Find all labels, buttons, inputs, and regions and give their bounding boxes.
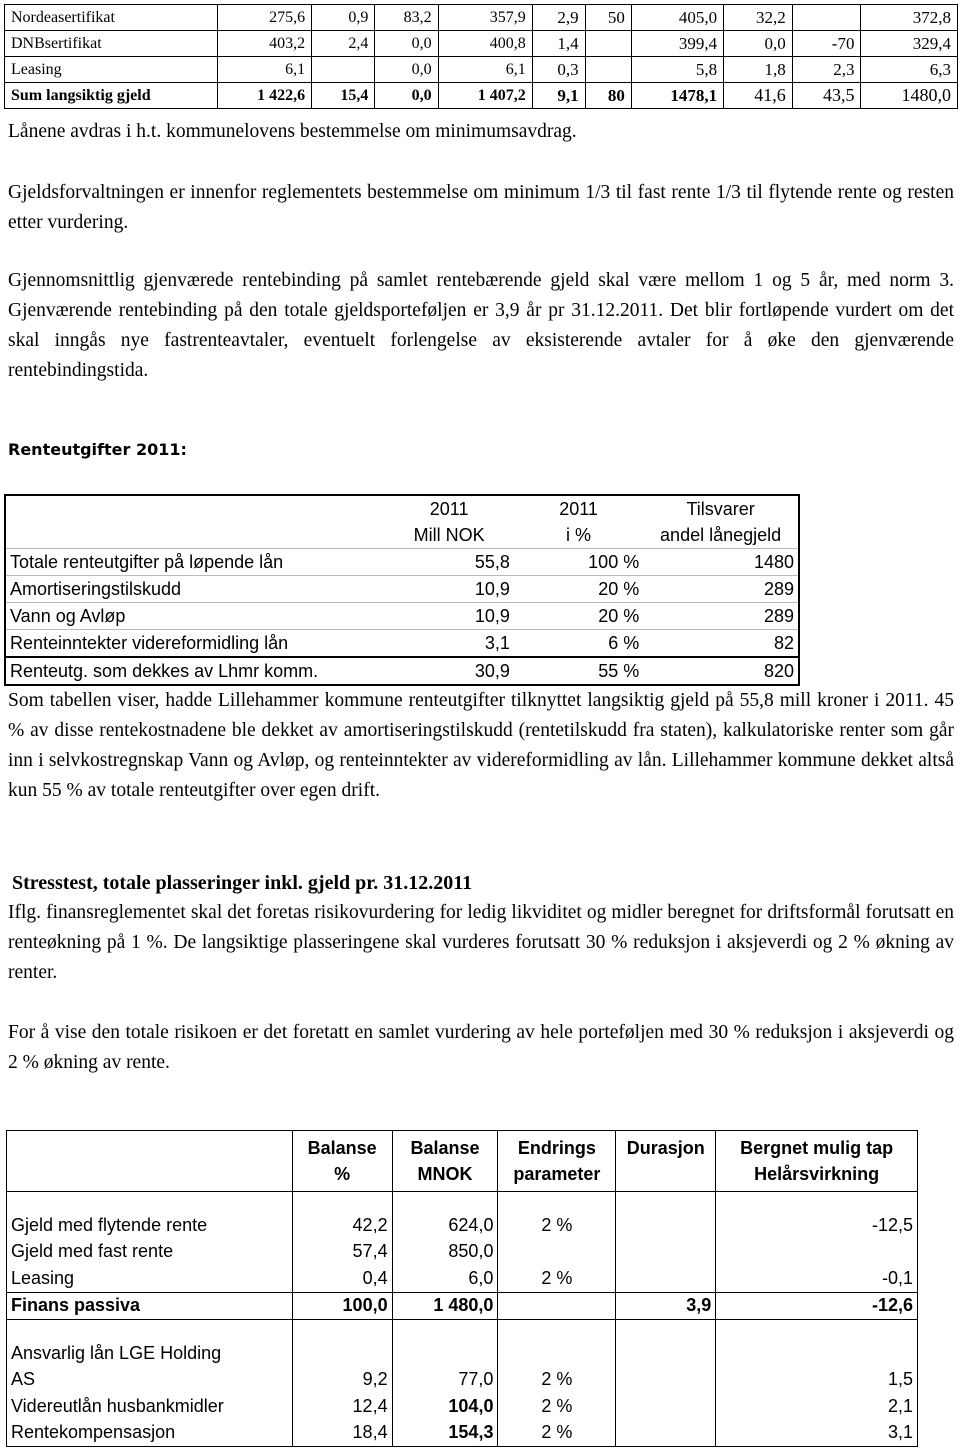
balance-pct-cell: 0,4	[292, 1265, 392, 1292]
header-cell-empty	[5, 495, 384, 522]
spacer-cell	[392, 1192, 498, 1213]
table-row	[7, 1212, 918, 1239]
table-header-row	[7, 1131, 918, 1192]
duration-cell	[616, 1340, 716, 1367]
duration-cell	[616, 1367, 716, 1394]
spacer-cell	[716, 1320, 918, 1341]
table-cell: 405,0	[631, 5, 723, 31]
table-cell: 32,2	[724, 5, 793, 31]
header-cell: Mill NOK	[413, 524, 485, 545]
row-label: Vann og Avløp	[5, 603, 384, 630]
balance-pct-cell: 18,4	[292, 1420, 392, 1447]
table-cell: 0,0	[375, 83, 438, 109]
share-cell: 82	[643, 630, 799, 658]
table-cell: 400,8	[438, 31, 532, 57]
percent-cell: 6 %	[514, 630, 643, 658]
parameter-cell: 2 %	[498, 1393, 616, 1420]
long-term-debt-table	[4, 4, 958, 109]
balance-mnok-cell: 154,3	[392, 1420, 498, 1447]
table-cell: 0,0	[724, 31, 793, 57]
table-cell: 1478,1	[631, 83, 723, 109]
row-label: Amortiseringstilskudd	[5, 576, 384, 603]
table-cell	[585, 57, 631, 83]
row-label: Leasing	[11, 1267, 75, 1288]
spacer-cell	[616, 1320, 716, 1341]
header-cell: 2011	[559, 498, 598, 519]
table-row	[5, 630, 799, 658]
paragraph-debt-management: Gjeldsforvaltningen er innenfor reglementets bestemmelse om minimum 1/3 til fast rente 1/3 til flytende rente og resten etter vurdering.	[8, 182, 954, 233]
loss-cell: -12,5	[716, 1212, 918, 1239]
table-cell: 0,0	[375, 57, 438, 83]
mill-nok-cell: 10,9	[384, 576, 514, 603]
share-cell: 289	[643, 603, 799, 630]
header-cell-empty	[7, 1131, 293, 1192]
table-cell: 0,9	[312, 5, 375, 31]
header-cell-change-parameter: Endrings parameter	[498, 1131, 616, 1192]
table-cell: 357,9	[438, 5, 532, 31]
parameter-cell	[498, 1239, 616, 1266]
row-label: Finans passiva	[7, 1292, 293, 1320]
mill-nok-cell: 30,9	[384, 657, 514, 685]
loss-cell: 3,1	[716, 1420, 918, 1447]
row-label: DNBsertifikat	[5, 31, 218, 57]
percent-cell: 55 %	[514, 657, 643, 685]
parameter-cell: 2 %	[498, 1265, 616, 1292]
table-cell: 80	[585, 83, 631, 109]
header-cell: i %	[566, 524, 592, 545]
paragraph-interest-summary: Som tabellen viser, hadde Lillehammer kommune renteutgifter tilknyttet langsiktig gjeld på 55,8 mill kroner i 2011. 45 % av disse rentekostnadene ble dekket av amortiseringstilskudd (rentetilskudd fra staten), kalkulatoriske renter som går inn i selvkostregnskap Vann og Avløp, og renteinntekter av videreformidling av lån. Lillehammer kommune dekket altså kun 55 % av totale renteutgifter over egen drift.	[8, 690, 954, 801]
row-label: Rentekompensasjon	[11, 1422, 176, 1443]
table-cell: 403,2	[218, 31, 312, 57]
table-cell: 0,0	[375, 31, 438, 57]
table-row	[5, 576, 799, 603]
table-cell: 275,6	[218, 5, 312, 31]
spacer-cell	[292, 1320, 392, 1341]
table-cell	[312, 57, 375, 83]
balance-pct-cell: 57,4	[292, 1239, 392, 1266]
duration-cell	[616, 1239, 716, 1266]
section-heading-interest-expenses: Renteutgifter 2011:	[8, 440, 187, 459]
table-cell: 43,5	[792, 83, 861, 109]
table-row	[5, 549, 799, 576]
parameter-cell	[498, 1340, 616, 1367]
spacer-cell	[392, 1320, 498, 1341]
table-cell	[585, 31, 631, 57]
row-label: AS	[11, 1369, 36, 1390]
table-cell: 6,1	[218, 57, 312, 83]
table-cell: 2,4	[312, 31, 375, 57]
table-cell: 2,3	[792, 57, 861, 83]
duration-cell	[616, 1420, 716, 1447]
table-header-row	[5, 522, 799, 549]
table-row-total	[5, 657, 799, 685]
balance-mnok-cell: 850,0	[392, 1239, 498, 1266]
paragraph-total-risk: For å vise den totale risikoen er det foretatt en samlet vurdering av hele porteføljen med 30 % reduksjon i aksjeverdi og 2 % økning av rente.	[8, 1022, 954, 1073]
table-row	[7, 1265, 918, 1292]
paragraph-repayment: Lånene avdras i h.t. kommunelovens bestemmelse om minimumsavdrag.	[8, 121, 577, 142]
parameter-cell	[498, 1292, 616, 1320]
table-row	[7, 1367, 918, 1394]
share-cell: 820	[643, 657, 799, 685]
header-cell: Tilsvarer	[686, 498, 755, 519]
parameter-cell: 2 %	[498, 1212, 616, 1239]
table-cell	[792, 5, 861, 31]
table-cell: -70	[792, 31, 861, 57]
duration-cell	[616, 1393, 716, 1420]
spacer-cell	[7, 1320, 293, 1341]
table-cell: 1480,0	[861, 83, 958, 109]
mill-nok-cell: 55,8	[384, 549, 514, 576]
spacer-cell	[616, 1192, 716, 1213]
loss-cell: -12,6	[716, 1292, 918, 1320]
table-cell: 6,1	[438, 57, 532, 83]
balance-pct-cell: 9,2	[292, 1367, 392, 1394]
spacer-cell	[498, 1320, 616, 1341]
table-row	[7, 1393, 918, 1420]
table-cell: 50	[585, 5, 631, 31]
table-cell: 15,4	[312, 83, 375, 109]
percent-cell: 20 %	[514, 603, 643, 630]
table-cell: 399,4	[631, 31, 723, 57]
share-cell: 1480	[643, 549, 799, 576]
row-label: Ansvarlig lån LGE Holding	[11, 1342, 222, 1363]
loss-cell	[716, 1340, 918, 1367]
balance-pct-cell: 42,2	[292, 1212, 392, 1239]
paragraph-interest-binding: Gjennomsnittlig gjenværede rentebinding på samlet rentebærende gjeld skal være mellom 1 og 5 år, med norm 3. Gjenværende rentebinding på den totale gjeldsporteføljen er 3,9 år pr 31.12.2011. Det blir fortløpende vurdert om det skal inngås nye fastrenteavtaler, eventuelt forlengelse av eksisterende avtaler for å øke den gjenværende rentebindingstida.	[8, 270, 954, 381]
balance-pct-cell	[292, 1340, 392, 1367]
duration-cell	[616, 1212, 716, 1239]
header-cell-empty	[5, 522, 384, 549]
header-cell-balance-mnok: Balanse MNOK	[392, 1131, 498, 1192]
table-row	[5, 57, 958, 83]
balance-mnok-cell	[392, 1340, 498, 1367]
interest-expenses-table	[4, 494, 800, 686]
spacer-cell	[7, 1192, 293, 1213]
balance-mnok-cell: 104,0	[392, 1393, 498, 1420]
row-label: Gjeld med fast rente	[11, 1241, 174, 1262]
balance-mnok-cell: 6,0	[392, 1265, 498, 1292]
table-row	[7, 1420, 918, 1447]
table-cell: 1 422,6	[218, 83, 312, 109]
mill-nok-cell: 3,1	[384, 630, 514, 658]
row-label: Gjeld med flytende rente	[11, 1214, 208, 1235]
table-row	[5, 5, 958, 31]
table-header-row	[5, 495, 799, 522]
table-cell: 1,8	[724, 57, 793, 83]
duration-cell: 3,9	[616, 1292, 716, 1320]
table-row-total	[7, 1292, 918, 1320]
table-cell: 2,9	[532, 5, 585, 31]
header-cell: 2011	[429, 498, 469, 519]
table-cell: 41,6	[724, 83, 793, 109]
row-label: Sum langsiktig gjeld	[5, 83, 218, 109]
table-cell: 9,1	[532, 83, 585, 109]
row-label: Videreutlån husbankmidler	[11, 1395, 224, 1416]
table-cell: 1,4	[532, 31, 585, 57]
table-cell: 372,8	[861, 5, 958, 31]
paragraph-risk-assessment: Iflg. finansreglementet skal det foretas risikovurdering for ledig likviditet og midler beregnet for driftsformål forutsatt en renteøkning på 1 %. De langsiktige plasseringene skal vurderes forutsatt 30 % reduksjon i aksjeverdi og 2 % økning av renter.	[8, 902, 954, 983]
parameter-cell: 2 %	[498, 1420, 616, 1447]
percent-cell: 100 %	[514, 549, 643, 576]
row-label: Renteinntekter videreformidling lån	[5, 630, 384, 658]
share-cell: 289	[643, 576, 799, 603]
spacer-row	[7, 1320, 918, 1341]
spacer-cell	[716, 1192, 918, 1213]
table-cell: 1 407,2	[438, 83, 532, 109]
loss-cell: 1,5	[716, 1367, 918, 1394]
loss-cell	[716, 1239, 918, 1266]
header-cell-duration: Durasjon	[616, 1131, 716, 1192]
loss-cell: -0,1	[716, 1265, 918, 1292]
spacer-cell	[292, 1192, 392, 1213]
header-cell-balance-pct: Balanse %	[292, 1131, 392, 1192]
row-label: Nordeasertifikat	[5, 5, 218, 31]
table-row	[7, 1239, 918, 1266]
mill-nok-cell: 10,9	[384, 603, 514, 630]
stress-test-table	[6, 1130, 918, 1447]
table-row-total	[5, 83, 958, 109]
balance-pct-cell: 100,0	[292, 1292, 392, 1320]
balance-pct-cell: 12,4	[292, 1393, 392, 1420]
parameter-cell: 2 %	[498, 1367, 616, 1394]
table-cell: 329,4	[861, 31, 958, 57]
table-cell: 0,3	[532, 57, 585, 83]
table-row	[7, 1340, 918, 1367]
table-row	[5, 603, 799, 630]
balance-mnok-cell: 1 480,0	[392, 1292, 498, 1320]
duration-cell	[616, 1265, 716, 1292]
table-cell: 83,2	[375, 5, 438, 31]
table-row	[5, 31, 958, 57]
spacer-cell	[498, 1192, 616, 1213]
spacer-row	[7, 1192, 918, 1213]
row-label: Renteutg. som dekkes av Lhmr komm.	[5, 657, 384, 685]
percent-cell: 20 %	[514, 576, 643, 603]
section-heading-stresstest: Stresstest, totale plasseringer inkl. gjeld pr. 31.12.2011	[12, 872, 473, 894]
header-cell-possible-loss: Bergnet mulig tap Helårsvirkning	[716, 1131, 918, 1192]
row-label: Totale renteutgifter på løpende lån	[5, 549, 384, 576]
loss-cell: 2,1	[716, 1393, 918, 1420]
table-cell: 5,8	[631, 57, 723, 83]
balance-mnok-cell: 624,0	[392, 1212, 498, 1239]
balance-mnok-cell: 77,0	[392, 1367, 498, 1394]
header-cell: andel lånegjeld	[660, 524, 782, 545]
row-label: Leasing	[5, 57, 218, 83]
table-cell: 6,3	[861, 57, 958, 83]
